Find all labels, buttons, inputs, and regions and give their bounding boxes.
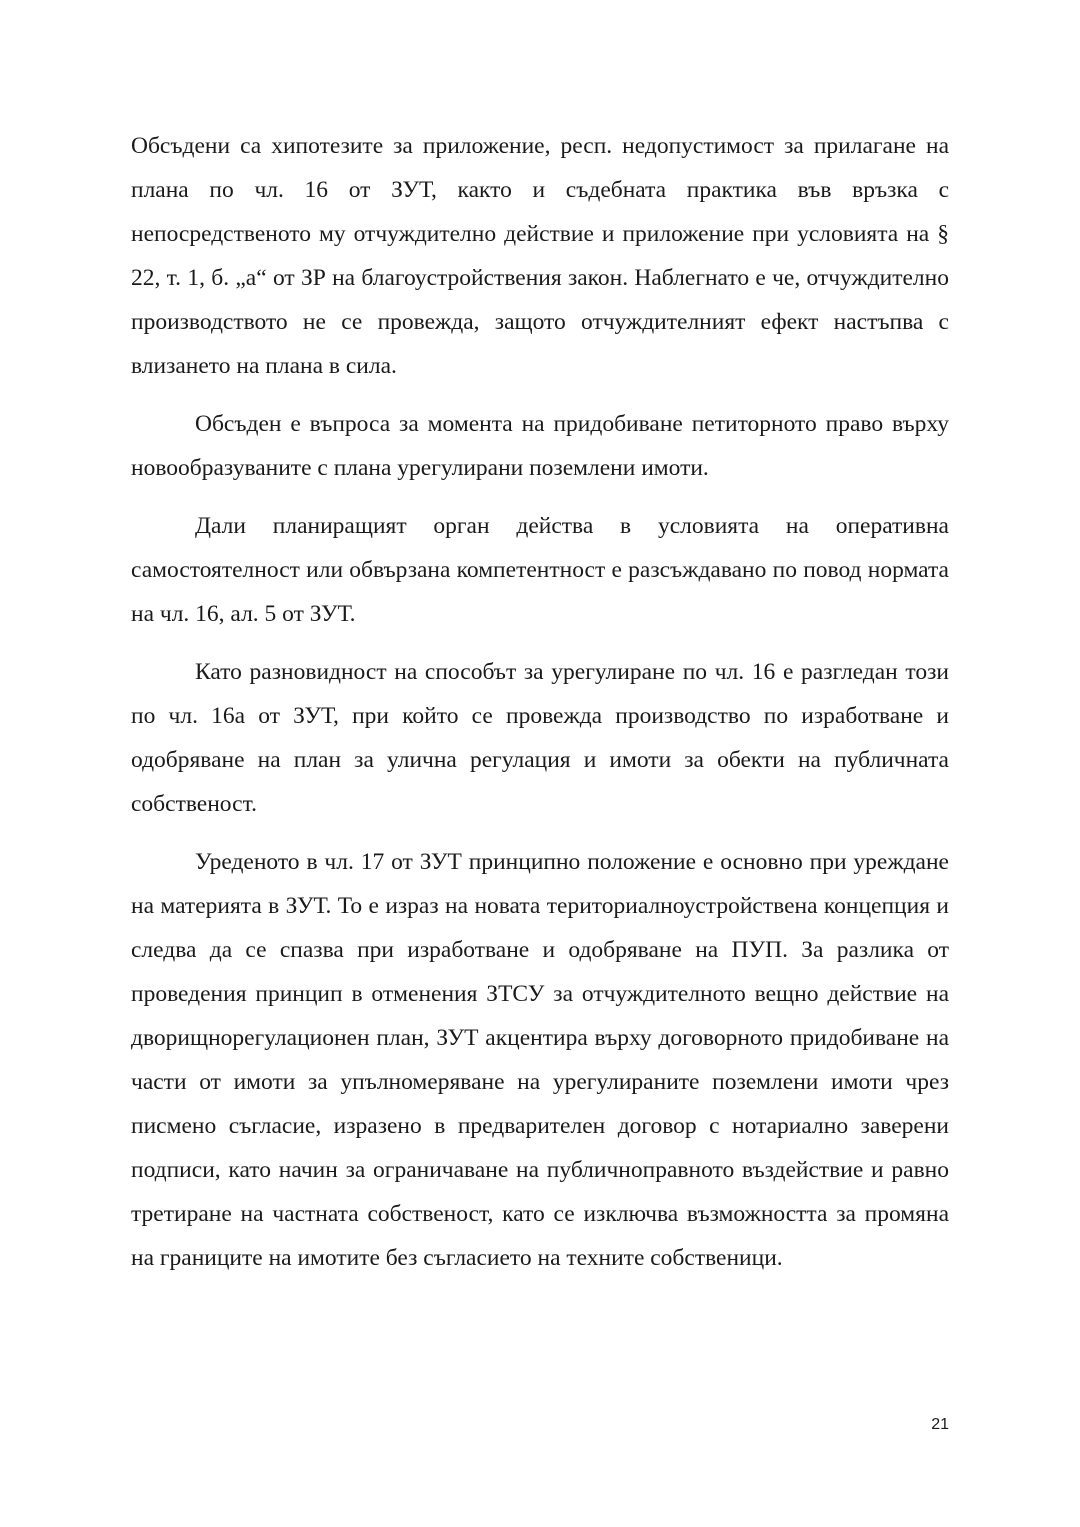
body-text xyxy=(131,124,949,1294)
page-number: 21 xyxy=(931,1416,949,1433)
paragraph-petitory-right: Обсъден е въпроса за момента на придобиване петиторното право върху новообразуваните с плана урегулирани поземлени имоти. xyxy=(131,411,949,481)
paragraph-planning-authority: Дали планиращият орган действа в условията на оперативна самостоятелност или обвързана компетентност е разсъждавано по повод нормата на чл. 16, ал. 5 от ЗУТ. xyxy=(131,513,949,627)
paragraph-art-17: Уреденото в чл. 17 от ЗУТ принципно положение е основно при уреждане на материята в ЗУТ. То е израз на новата териториалноустройствена концепция и следва да се спазва при изработване и одобряване на ПУП. За разлика от проведения принцип в отменения ЗТСУ за отчуждителното вещно действие на дворищнорегулационен план, ЗУТ акцентира върху договорното придобиване на части от имоти за упълномеряване на урегулираните поземлени имоти чрез писмено съгласие, изразено в предварителен договор с нотариално заверени подписи, като начин за ограничаване на публичноправното въздействие и равно третиране на частната собственост, като се изключва възможността за промяна на границите на имотите без съгласието на техните собственици. xyxy=(131,849,949,1271)
paragraph-art-16a: Като разновидност на способът за урегулиране по чл. 16 е разгледан този по чл. 16а от ЗУТ, при който се провежда производство по изработване и одобряване на план за улична регулация и имоти за обекти на публичната собственост. xyxy=(131,659,949,817)
paragraph-plan-application: Обсъдени са хипотезите за приложение, респ. недопустимост за прилагане на плана по чл. 16 от ЗУТ, както и съдебната практика във връзка с непосредственото му отчуждително действие и приложение при условията на § 22, т. 1, б. „а“ от ЗР на благоустройствения закон. Наблегнато е че, отчуждително производството не се провежда, защото отчуждителният ефект настъпва с влизането на плана в сила. xyxy=(131,133,949,379)
